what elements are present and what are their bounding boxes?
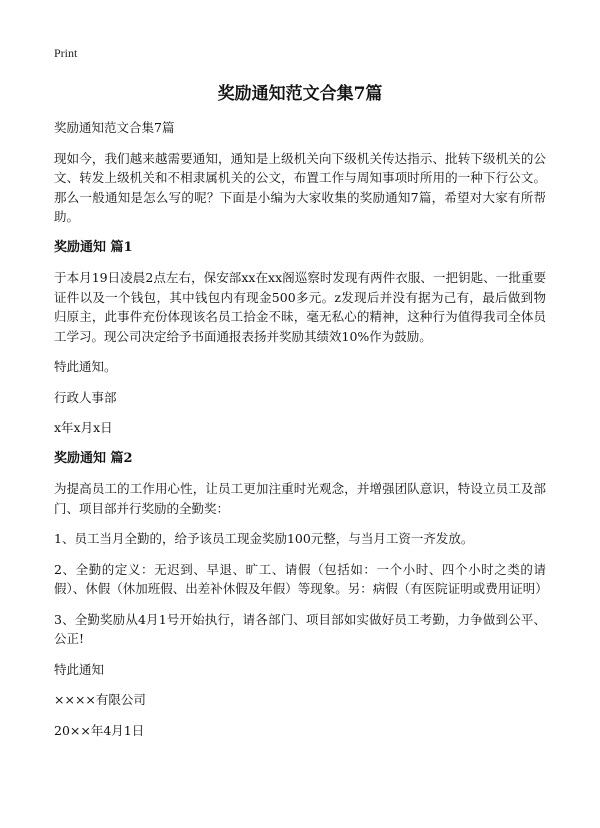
section-2-item-1: 1、员工当月全勤的，给予该员工现金奖励100元整，与当月工资一齐发放。 xyxy=(54,531,474,546)
page-title: 奖励通知范文合集7篇 xyxy=(217,84,383,104)
subtitle: 奖励通知范文合集7篇 xyxy=(54,120,175,135)
intro-paragraph: 现如今，我们越来越需要通知，通知是上级机关向下级机关传达指示、批转下级机关的公文、转发上级机关和不相隶属机关的公文，布置工作与周知事项时所用的一种下行公文。那么一般通知是怎么写的呢？下面是小编为大家收集的奖励通知7篇，希望对大家有所帮助。 xyxy=(54,150,546,224)
document-body xyxy=(54,118,546,751)
section-2-item-3: 3、全勤奖励从4月1号开始执行，请各部门、项目部如实做好员工考勤，力争做到公平、公正! xyxy=(54,611,546,646)
section-1-heading: 奖励通知 篇1 xyxy=(54,239,133,255)
section-2-heading: 奖励通知 篇2 xyxy=(54,450,133,466)
section-1-notice: 特此通知。 xyxy=(54,359,117,374)
section-2-body: 为提高员工的工作用心性，让员工更加注重时光观念，并增强团队意识，特设立员工及部门、项目部并行奖励的全勤奖： xyxy=(54,481,546,516)
section-1-dept: 行政人事部 xyxy=(54,389,117,405)
section-2-date: 20××年4月1日 xyxy=(54,722,145,738)
section-1-date: x年x月x日 xyxy=(54,420,113,435)
section-2-notice: 特此通知 xyxy=(54,661,105,677)
section-2-company: ××××有限公司 xyxy=(54,692,146,707)
section-1-body: 于本月19日凌晨2点左右，保安部xx在xx阁巡察时发现有两件衣服、一把钥匙、一批重要证件以及一个钱包，其中钱包内有现金500多元。z发现后并没有据为己有，最后做到物归原主，此事件充份体现该名员工拾金不昧，毫无私心的精神，这种行为值得我司全体员工学习。现公司决定给予书面通报表扬并奖励其绩效10%作为鼓励。 xyxy=(54,270,546,344)
section-2-item-2: 2、全勤的定义：无迟到、早退、旷工、请假（包括如：一个小时、四个小时之类的请假）、休假（休加班假、出差补休假及年假）等现象。另：病假（有医院证明或费用证明） xyxy=(54,561,548,596)
print-link[interactable]: Print xyxy=(54,46,78,60)
